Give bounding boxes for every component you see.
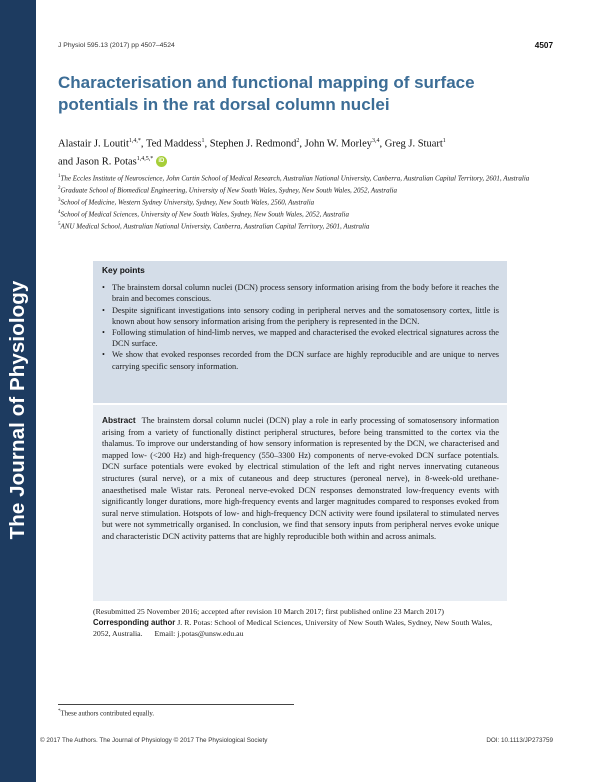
- author-name: John W. Morley: [304, 138, 372, 150]
- affiliation-number: 2: [58, 185, 61, 191]
- key-points-heading: Key points: [102, 265, 145, 275]
- page-number: 4507: [534, 41, 553, 50]
- affiliation-text: The Eccles Institute of Neuroscience, John Curtin School of Medical Research, Australian National University, Canberra, Australian Capital Territory, 2601, Australia: [60, 174, 530, 183]
- author-name: Greg J. Stuart: [384, 138, 443, 150]
- affiliation-item: [58, 208, 558, 220]
- affiliation-text: Graduate School of Biomedical Engineering, University of New South Wales, Sydney, New South Wales, 2052, Australia: [60, 186, 397, 195]
- key-point-item: • We show that evoked responses recorded from the DCN surface are highly reproducible and are unique to nerves carrying specific sensory information.: [102, 349, 499, 371]
- corresponding-author-text: J. R. Potas: School of Medical Sciences, University of New South Wales, Sydney, New South Wales, 2052, Australia.: [93, 618, 493, 639]
- orcid-icon[interactable]: iD: [156, 156, 167, 167]
- author-affil-mark: 1: [201, 138, 205, 144]
- author-name: Alastair J. Loutit: [58, 138, 129, 150]
- citation: J Physiol 595.13 (2017) pp 4507–4524: [58, 42, 175, 49]
- author-affil-mark: 2: [296, 138, 300, 144]
- key-point-item: • Despite significant investigations into sensory coding in peripheral nerves and the somatosensory cortex, little is known about how sensory information arising from the periphery is represented in the DCN.: [102, 305, 499, 327]
- affiliation-item: [58, 172, 558, 184]
- affiliation-text: ANU Medical School, Australian National University, Canberra, Australian Capital Territory, 2601, Australia: [60, 222, 370, 231]
- doi-text[interactable]: DOI: 10.1113/JP273759: [486, 737, 553, 744]
- key-points-box: [93, 261, 507, 403]
- author-name: Stephen J. Redmond: [209, 138, 297, 150]
- affiliation-item: [58, 220, 558, 232]
- email-link[interactable]: j.potas@unsw.edu.au: [177, 629, 244, 639]
- footnote-divider: [58, 704, 294, 705]
- affiliation-item: [58, 196, 558, 208]
- corresponding-author: [93, 617, 507, 639]
- affiliation-text: School of Medical Sciences, University of New South Wales, Sydney, New South Wales, 2052, Australia: [60, 210, 349, 219]
- journal-name: The Journal of Physiology: [6, 280, 29, 540]
- affiliation-number: 3: [58, 197, 61, 203]
- article-title: Characterisation and functional mapping of surface potentials in the rat dorsal column nuclei: [58, 73, 475, 114]
- abstract-text: The brainstem dorsal column nuclei (DCN) play a role in early processing of somatosensory information arising from a variety of functionally distinct peripheral structures, before being transmitted to the cortex via the thalamus. To improve our understanding of how sensory information is represented by the DCN, we characterised and mapped low- (<200 Hz) and high-frequency (550–3300 Hz) components of nerve-evoked DCN surface potentials. DCN surface potentials were evoked by electrical stimulation of the left and right nerves innervating cutaneous structures (sural nerve), or a mix of cutaneous and deep structures (peroneal nerve), in 8-week-old urethane-anaesthetised male Wistar rats. Peroneal nerve-evoked DCN responses demonstrated low-frequency events with significantly longer durations, more high-frequency events and larger magnitudes compared to responses evoked from sural nerve stimulation. Hotspots of low- and high-frequency DCN activity were found ipsilateral to stimulated nerves but were not symmetrically organised. In conclusion, we find that sensory inputs from peripheral nerves evoke unique and characteristic DCN activity patterns that are highly reproducible both within and across animals.: [102, 416, 499, 541]
- key-point-item: • The brainstem dorsal column nuclei (DCN) process sensory information arising from the body before it reaches the brain and becomes conscious.: [102, 282, 499, 304]
- journal-sidebar: [0, 0, 36, 782]
- affiliations: [58, 172, 558, 232]
- author-affil-mark: 3,4: [372, 138, 380, 144]
- history-text: (Resubmitted 25 November 2016; accepted after revision 10 March 2017; first published online 23 March 2017): [93, 607, 444, 616]
- author-list: Alastair J. Loutit$^{1,4,*}$, Ted Maddess$^1$, Stephen J. Redmond$^2$, John W. Morley$^{3,4}$, Greg J. Stuart$^1$ and Jason R. Potas$^{1,4,5,*}$ iD: [58, 138, 446, 167]
- page-footer: [40, 737, 553, 744]
- key-points-list: [102, 282, 499, 372]
- footnote-text: These authors contributed equally.: [60, 710, 155, 718]
- affiliation-number: 1: [58, 174, 61, 179]
- affiliation-number: 5: [58, 221, 61, 227]
- article-meta: [93, 606, 507, 640]
- abstract-label: Abstract: [102, 415, 136, 425]
- copyright-text: © 2017 The Authors. The Journal of Physiology © 2017 The Physiological Society: [40, 737, 268, 744]
- affiliation-number: 4: [58, 209, 61, 215]
- author-name: Jason R. Potas: [75, 156, 137, 167]
- footnote: [58, 709, 154, 717]
- author-affil-mark: 1,4,*: [128, 138, 141, 144]
- footnote-mark: *: [58, 709, 61, 714]
- corresponding-author-label: Corresponding author: [93, 618, 176, 628]
- affiliation-text: School of Medicine, Western Sydney University, Sydney, New South Wales, 2560, Australia: [60, 198, 315, 207]
- author-name: Ted Maddess: [145, 138, 202, 150]
- running-header: [58, 42, 553, 49]
- abstract-box: [93, 405, 507, 601]
- key-point-item: • Following stimulation of hind-limb nerves, we mapped and characterised the evoked electrical signatures across the DCN surface.: [102, 327, 499, 349]
- affiliation-item: [58, 184, 558, 196]
- email-label: Email:: [154, 629, 176, 639]
- author-affil-mark: 1: [442, 138, 446, 144]
- author-affil-mark: 1,4,5,*: [136, 155, 154, 162]
